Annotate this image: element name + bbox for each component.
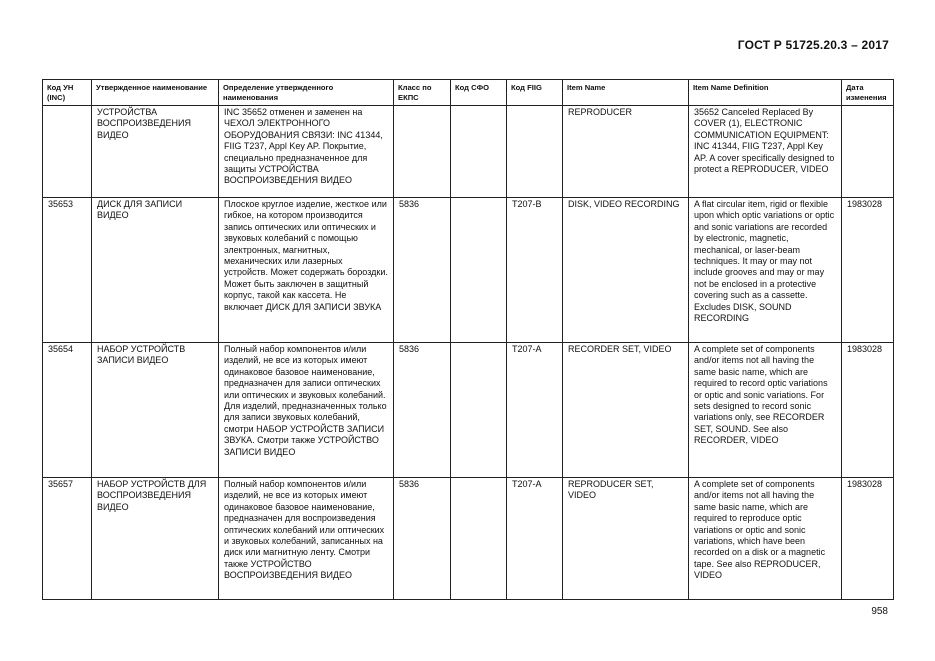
cell-approved-name: НАБОР УСТРОЙСТВ ЗАПИСИ ВИДЕО [92,343,219,478]
cell-date: 1983028 [842,343,894,478]
cell-item-name: DISK, VIDEO RECORDING [563,198,689,343]
column-header-sfo: Код СФО [451,80,507,106]
cell-date: 1983028 [842,478,894,600]
cell-definition: Полный набор компонентов и/или изделий, не все из которых имеют одинаковое базовое наименование, предназначен для записи оптических или оптических и звуковых колебаний. Для изделий, предназначенных только для записи звуковых колебаний, смотри НАБОР УСТРОЙСТВ ЗАПИСИ ЗВУКА. Смотри также УСТРОЙСТВО ЗАПИСИ ВИДЕО [219,343,394,478]
column-header-inc: Код УН (INC) [43,80,92,106]
cell-class [394,106,451,198]
column-header-date: Дата изменения [842,80,894,106]
cell-fiig [507,106,563,198]
cell-inc: 35657 [43,478,92,600]
cell-sfo [451,478,507,600]
column-header-item-name-definition: Item Name Definition [689,80,842,106]
cell-approved-name: НАБОР УСТРОЙСТВ ДЛЯ ВОСПРОИЗВЕДЕНИЯ ВИДЕО [92,478,219,600]
cell-class: 5836 [394,343,451,478]
table-row [43,343,894,478]
cell-sfo [451,343,507,478]
cell-item-name-definition: A complete set of components and/or items not all having the same basic name, which are required to reproduce optic variations or optic and sonic variations, which have been recorded on a disk or a magnetic tape. See also REPRODUCER, VIDEO [689,478,842,600]
column-header-approved-name: Утвержденное наименование [92,80,219,106]
cell-fiig: T207-B [507,198,563,343]
table-row [43,198,894,343]
table-header-row [43,80,894,106]
cell-approved-name: УСТРОЙСТВА ВОСПРОИЗВЕДЕНИЯ ВИДЕО [92,106,219,198]
cell-inc: 35654 [43,343,92,478]
cell-date: 1983028 [842,198,894,343]
cell-sfo [451,106,507,198]
cell-class: 5836 [394,478,451,600]
cell-item-name-definition: A flat circular item, rigid or flexible upon which optic variations or optic and sonic variations are recorded by electronic, magnetic, mechanical, or laser-beam techniques. It may or may not include grooves and may or may not be enclosed in a protective covering such as a cassette. Excludes DISK, SOUND RECORDING [689,198,842,343]
cell-item-name-definition: 35652 Canceled Replaced By COVER (1), ELECTRONIC COMMUNICATION EQUIPMENT: INC 41344, FIIG T237, Appl Key AP. A cover specifically designed to protect a REPRODUCER, VIDEO [689,106,842,198]
column-header-fiig: Код FIIG [507,80,563,106]
cell-definition: Полный набор компонентов и/или изделий, не все из которых имеют одинаковое базовое наименование, предназначен для воспроизведения оптических колебаний или оптических и звуковых колебаний, записанных на диск или магнитную ленту. Смотри также УСТРОЙСТВО ВОСПРОИЗВЕДЕНИЯ ВИДЕО [219,478,394,600]
cell-class: 5836 [394,198,451,343]
page-number: 958 [871,606,888,617]
cell-sfo [451,198,507,343]
cell-item-name: RECORDER SET, VIDEO [563,343,689,478]
cell-item-name: REPRODUCER SET, VIDEO [563,478,689,600]
table-row [43,478,894,600]
classification-table [42,79,894,600]
cell-item-name-definition: A complete set of components and/or items not all having the same basic name, which are required to record optic variations or optic and sonic variations. For sets designed to record sonic variations only, see RECORDER SET, SOUND. See also RECORDER, VIDEO [689,343,842,478]
cell-inc: 35653 [43,198,92,343]
column-header-class: Класс по ЕКПС [394,80,451,106]
cell-definition: INC 35652 отменен и заменен на ЧЕХОЛ ЭЛЕКТРОННОГО ОБОРУДОВАНИЯ СВЯЗИ: INC 41344, FIIG T237, Appl Key AP. Покрытие, специально предназначенное для защиты УСТРОЙСТВА ВОСПРОИЗВЕДЕНИЯ ВИДЕО [219,106,394,198]
cell-fiig: T207-A [507,478,563,600]
table-row [43,106,894,198]
cell-definition: Плоское круглое изделие, жесткое или гибкое, на котором производится запись оптических или оптических и звуковых колебаний с помощью электронных, магнитных, механических или лазерных устройств. Может содержать бороздки. Может быть заключен в защитный корпус, такой как кассета. Не включает ДИСК ДЛЯ ЗАПИСИ ЗВУКА [219,198,394,343]
cell-approved-name: ДИСК ДЛЯ ЗАПИСИ ВИДЕО [92,198,219,343]
document-title: ГОСТ Р 51725.20.3 – 2017 [737,38,889,52]
column-header-definition: Определение утвержденного наименования [219,80,394,106]
cell-date [842,106,894,198]
cell-item-name: REPRODUCER [563,106,689,198]
cell-inc [43,106,92,198]
column-header-item-name: Item Name [563,80,689,106]
cell-fiig: T207-A [507,343,563,478]
